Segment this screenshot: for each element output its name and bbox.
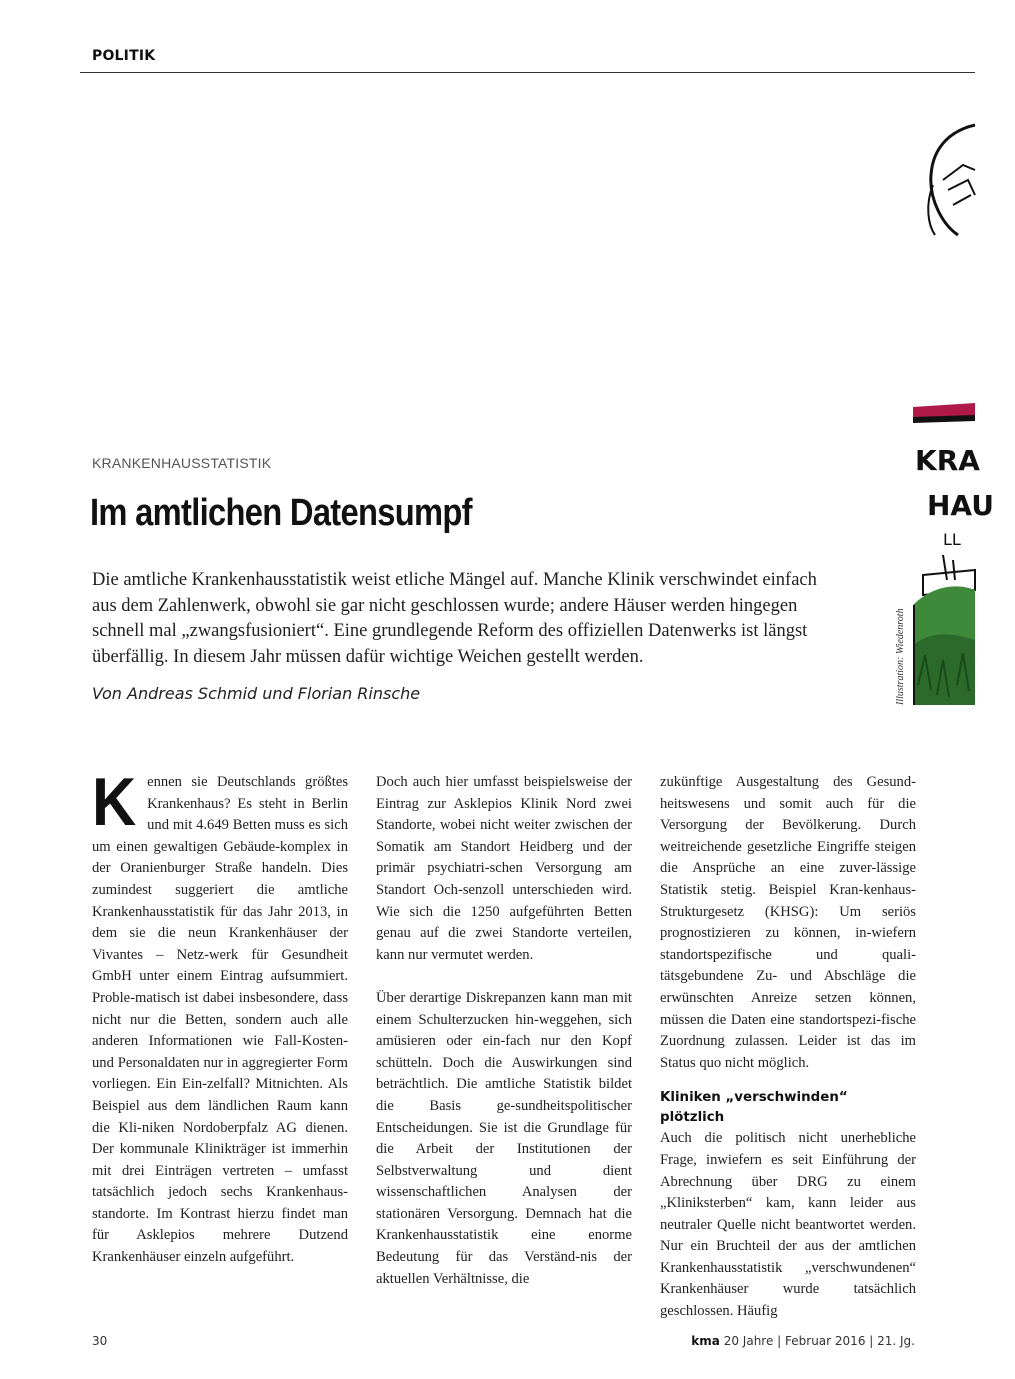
text-column-3 (660, 772, 916, 1323)
page-number: 30 (92, 1334, 108, 1348)
column-2-paragraph-1: Doch auch hier umfasst beispielsweise der Eintrag zur Asklepios Klinik Nord zwei Standorte, wobei nicht weiter zwischen der Somatik am Standort Heidberg und der primär psychiatri-schen Versorgung am Standort Och-senzoll unterschieden wird. Wie sich die 1250 aufgeführten Betten genau auf die zwei Standorte verteilen, kann nur vermutet werden. (376, 774, 632, 963)
header-rule (80, 72, 975, 73)
magazine-logo: kma (691, 1334, 720, 1348)
column-2-paragraph-2: Über derartige Diskrepanzen kann man mit einem Schulterzucken hin-weggehen, sich amüsieren oder ein-fach nur den Kopf schütteln. Doch die Auswirkungen sind beträchtlich. Die amtliche Statistik bildet die Basis ge-sundheitspolitischer Entscheidungen. Sie ist die Grundlage für die Arbeit der Institutionen der Selbstverwaltung und dient wissenschaftlichen Analysen der stationären Versorgung. Demnach hat die Krankenhausstatistik eine enorme Bedeutung für das Verständ-nis der aktuellen Verhältnisse, die (376, 989, 632, 1287)
text-column-1 (92, 764, 348, 1269)
article-byline: Von Andreas Schmid und Florian Rinsche (92, 684, 421, 703)
section-label: POLITIK (92, 48, 156, 64)
column-3-paragraph-2: Auch die politisch nicht unerhebliche Frage, inwiefern es seit Einführung der Abrechnung über DRG zu einem „Kliniksterben“ kam, kann leider aus neutraler Quelle nicht beantwortet werden. Nur ein Bruchteil der aus der amtlichen Krankenhausstatistik „verschwundenen“ Krankenhäuser wurde tatsächlich geschlossen. Häufig (660, 1130, 916, 1320)
svg-text:KRA: KRA (915, 444, 980, 477)
cartoon-illustration (913, 85, 994, 705)
article-lead: Die amtliche Krankenhausstatistik weist etliche Mängel auf. Manche Klinik verschwindet einfach aus dem Zahlenwerk, obwohl sie gar nicht geschlossen wurde; andere Häuser werden hingegen schnell mal „zwangsfusioniert“. Eine grundlegende Reform des offiziellen Datenwerks ist längst überfällig. In diesem Jahr müssen dafür wichtige Weichen gestellt werden. (92, 570, 817, 667)
svg-text:HAU: HAU (927, 489, 994, 522)
column-3-paragraph-1: zukünftige Ausgestaltung des Gesund-heitswesens und somit auch für die Versorgung der Bevölkerung. Durch weitreichende gesetzliche Eingriffe steigen die Ansprüche an eine zuver-lässige Statistik stetig. Beispiel Kran-kenhaus-Strukturgesetz (KHSG): Um seriös prognostizieren zu können, in-wiefern standortspezifische und quali-tätsgebundene Zu- und Abschläge die erwünschten Anreize setzen können, müssen die Daten eine standortspezi-fische Zuordnung zulassen. Leider ist das im Status quo nicht möglich. (660, 774, 916, 1071)
article-title: Im amtlichen Datensumpf (90, 492, 472, 534)
column-1-text: ennen sie Deutschlands größtes Krankenhaus? Es steht in Berlin und mit 4.649 Betten muss es sich um einen gewaltigen Gebäude-komplex in der Oranienburger Straße handeln. Dies zumindest suggeriert die amtliche Krankenhausstatistik für das Jahr 2013, in dem sie die neun Krankenhäuser der Vivantes – Netz-werk für Gesundheit GmbH unter einem Eintrag aufsummiert. Proble-matisch ist dabei insbesondere, dass nicht nur die Betten, sondern auch alle anderen Informationen wie Fall-Kosten- und Personaldaten nur in aggregierter Form vorliegen. Ein Ein-zelfall? Mitnichten. Als Beispiel aus dem ländlichen Raum kann die Kli-niken Nordoberpfalz AG dienen. Der kommunale Klinikträger ist immerhin mit drei Einträgen vertreten – umfasst tatsächlich jedoch sechs Krankenhaus-standorte. Im Kontrast hierzu findet man für Asklepios mehrere Dutzend Krankenhäuser einzeln aufgeführt. (92, 774, 348, 1266)
column-3-subheading: Kliniken „verschwinden“ plötzlich (660, 1090, 848, 1126)
issue-info: 20 Jahre | Februar 2016 | 21. Jg. (723, 1334, 915, 1348)
footer-issue-info (691, 1334, 915, 1348)
svg-text:LL: LL (943, 530, 961, 549)
text-column-2 (376, 772, 632, 1290)
drop-cap: K (92, 764, 137, 840)
illustration-credit: Illustration: Wiedenroth (895, 608, 906, 705)
article-kicker: KRANKENHAUSSTATISTIK (92, 455, 272, 471)
